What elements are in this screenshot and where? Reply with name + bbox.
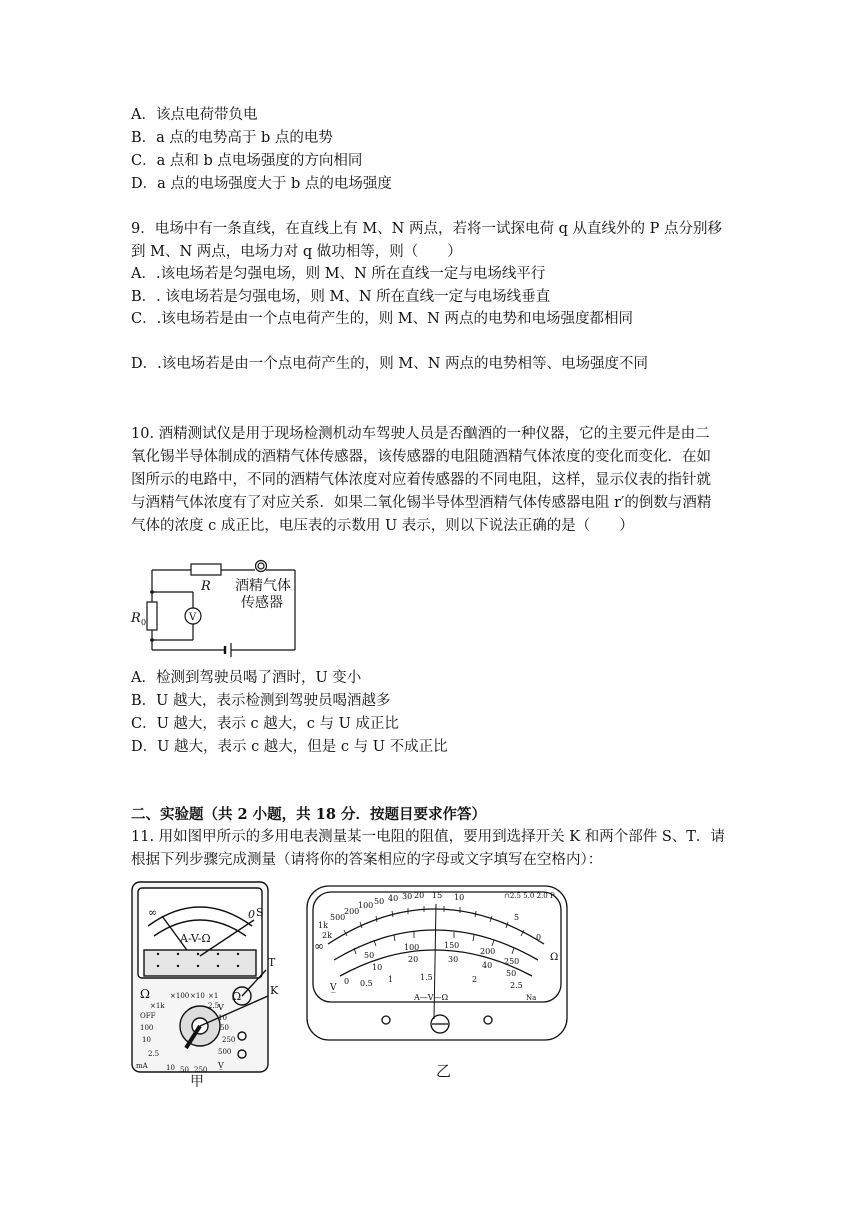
range-v-underline: V̲ (218, 1061, 224, 1070)
dial-ohm-1k: 1k (318, 921, 328, 930)
q8-option-c: C．a 点和 b 点电场强度的方向相同 (131, 153, 363, 169)
t-omega-label: Ω (232, 990, 242, 1003)
dial-ohm-30: 30 (402, 892, 413, 901)
sensor-icon (256, 561, 267, 572)
meter-avo-label: A-V-Ω (180, 932, 211, 945)
range-left-10: 10 (142, 1036, 151, 1044)
meter-dial-figure (304, 884, 572, 1084)
range-x10: ×10 (190, 992, 205, 1000)
q10-stem-line-4: 与酒精气体浓度有了对应关系．如果二氧化锡半导体型酒精气体传感器电阻 r′的倒数与酒精 (131, 495, 712, 511)
dial-mid-250: 250 (504, 957, 520, 966)
alcohol-tester-circuit (125, 558, 315, 666)
dial-mid2-50: 50 (506, 969, 517, 978)
dial-ohm-10: 10 (454, 893, 465, 902)
range-off: OFF (140, 1012, 156, 1020)
range-2-5: 2.5 (208, 1002, 220, 1010)
resistor-r0 (147, 602, 157, 630)
dial-mid-100: 100 (404, 943, 420, 952)
q10-option-b: B．U 越大，表示检测到驾驶员喝酒越多 (131, 693, 391, 709)
figure-caption-yi: 乙 (436, 1062, 452, 1080)
q10-stem-line-5: 气体的浓度 c 成正比，电压表的示数用 U 表示，则以下说法正确的是（ ） (131, 518, 634, 534)
range-left-100: 100 (140, 1024, 154, 1032)
dial-ohm-50: 50 (374, 897, 385, 906)
dial-ohm-0: 0 (536, 933, 542, 942)
q10-stem-line-2: 氧化锡半导体制成的酒精气体传感器，该传感器的电阻随酒精气体浓度的变化而变化．在如 (131, 449, 711, 465)
q10-option-c: C．U 越大，表示 c 越大，c 与 U 成正比 (131, 716, 399, 732)
range-right-10: 10 (218, 1014, 227, 1022)
dial-mid2-20: 20 (408, 955, 419, 964)
q9-option-d: D．.该电场若是由一个点电荷产生的，则 M、N 两点的电势相等、电场强度不同 (131, 356, 648, 372)
range-right-250: 250 (222, 1036, 236, 1044)
switch-omega-label: Ω (140, 987, 150, 1001)
figure-caption-jia: 甲 (190, 1074, 204, 1088)
part-s-label: S (256, 906, 264, 919)
dial-infinity: ∞ (314, 939, 324, 953)
dial-mid-50: 50 (364, 951, 375, 960)
multimeter-figure (128, 878, 293, 1088)
resistor-r-label: R (201, 579, 211, 594)
q9-stem-line-1: 9．电场中有一条直线，在直线上有 M、N 两点，若将一试探电荷 q 从直线外的 P 点分别移 (131, 221, 722, 237)
dial-ohm-2k: 2k (322, 931, 332, 940)
dial-mid2-30: 30 (448, 955, 459, 964)
q10-stem-line-3: 图所示的电路中，不同的酒精气体浓度对应着传感器的不同电阻，这样，显示仪表的指针就 (131, 472, 711, 488)
resistor-r0-label: R (131, 611, 141, 626)
q9-option-a: A．.该电场若是匀强电场，则 M、N 所在直线一定与电场线平行 (131, 266, 546, 282)
dial-ohm-20: 20 (414, 891, 425, 900)
q9-option-b: B．. 该电场若是匀强电场，则 M、N 所在直线一定与电场线垂直 (131, 289, 551, 305)
dial-mid2-10: 10 (372, 963, 383, 972)
resistor-r (191, 564, 221, 575)
dial-mid-200: 200 (480, 947, 496, 956)
sensor-label-line-1: 酒精气体 (235, 578, 291, 594)
dial-ohm-40: 40 (388, 894, 399, 903)
dial-ohm-unit: Ω (550, 952, 559, 963)
q8-option-d: D．a 点的电场强度大于 b 点的电场强度 (131, 176, 392, 192)
range-ma: mA (136, 1062, 148, 1070)
dial-avo-label: A—V—Ω (414, 993, 449, 1002)
dial-ohm-5: 5 (514, 913, 520, 922)
q10-option-a: A．检测到驾驶员喝了酒时，U 变小 (131, 670, 362, 686)
meter-infinity: ∞ (148, 906, 158, 919)
dial-v-label: V̲ (330, 983, 337, 993)
dial-ohm-15: 15 (432, 891, 443, 900)
range-bottom-10: 10 (166, 1064, 175, 1072)
q10-stem-line-1: 10. 酒精测试仪是用于现场检测机动车驾驶人员是否酗酒的一种仪器，它的主要元件是由二 (131, 426, 710, 442)
section-2-heading: 二、实验题（共 2 小题，共 18 分．按题目要求作答） (131, 806, 486, 823)
q11-stem-line-2: 根据下列步骤完成测量（请将你的答案相应的字母或文字填写在空格内）： (131, 852, 603, 868)
dial-mid2-40: 40 (482, 961, 493, 970)
dial-na-label: Na (526, 994, 537, 1002)
dial-low-1: 1 (388, 975, 394, 984)
dial-low-2-5: 2.5 (510, 981, 523, 990)
part-k-label: K (270, 984, 279, 997)
dial-ohm-200: 200 (344, 907, 360, 916)
q9-stem-line-2: 到 M、N 两点，电场力对 q 做功相等，则（ ） (131, 244, 462, 260)
range-v: V (218, 1003, 224, 1012)
resistor-r0-subscript: 0 (141, 618, 147, 627)
dial-top-right-label: ∩2.5 5.0 2.0 P (504, 892, 555, 900)
dial-ohm-500: 500 (330, 913, 346, 922)
dial-low-0-5: 0.5 (360, 979, 373, 988)
range-x1: ×1 (208, 992, 219, 1000)
range-bottom-50: 50 (180, 1066, 189, 1074)
range-x100: ×100 (170, 992, 190, 1000)
q9-option-c: C．.该电场若是由一个点电荷产生的，则 M、N 两点的电势和电场强度都相同 (131, 311, 633, 327)
q11-stem-line-1: 11. 用如图甲所示的多用电表测量某一电阻的阻值，要用到选择开关 K 和两个部件 S、T．请 (131, 829, 725, 845)
range-right-500: 500 (218, 1048, 232, 1056)
sensor-label-line-2: 传感器 (241, 595, 283, 611)
q8-option-a: A．该点电荷带负电 (131, 107, 258, 123)
dial-low-2: 2 (472, 975, 478, 984)
dial-low-1-5: 1.5 (420, 973, 433, 982)
dial-low-0: 0 (344, 977, 350, 986)
voltmeter-label: V (189, 612, 197, 623)
range-bottom-250: 250 (194, 1066, 208, 1074)
range-left-2-5: 2.5 (148, 1050, 160, 1058)
range-x1k: ×1k (150, 1002, 165, 1010)
meter-zero: 0 (248, 908, 255, 921)
q8-option-b: B．a 点的电势高于 b 点的电势 (131, 130, 333, 146)
part-t-label: T (268, 956, 276, 969)
range-right-50: 50 (220, 1024, 229, 1032)
dial-mid-150: 150 (444, 941, 460, 950)
dial-ohm-100: 100 (358, 901, 374, 910)
q10-option-d: D．U 越大，表示 c 越大，但是 c 与 U 不成正比 (131, 739, 448, 755)
